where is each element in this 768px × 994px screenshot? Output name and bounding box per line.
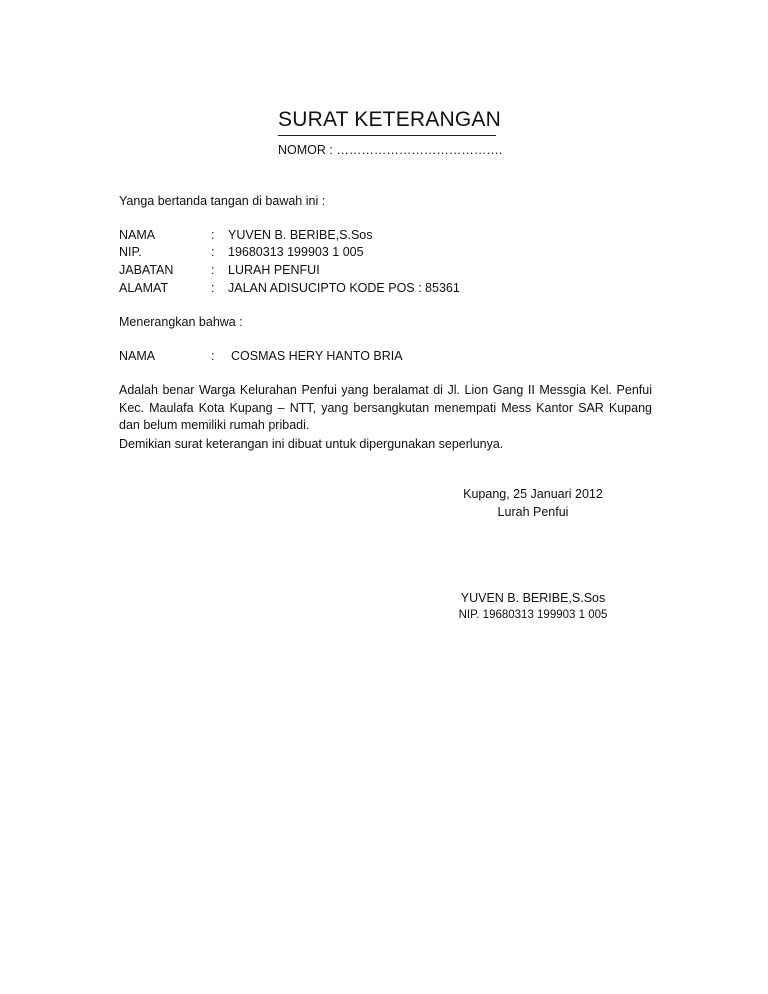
signature-nip: NIP. 19680313 199903 1 005	[458, 609, 608, 621]
signer-name-label: NAMA	[119, 228, 156, 242]
document-number: NOMOR : ………………………………….	[278, 143, 503, 157]
signature-place-date: Kupang, 25 Januari 2012	[463, 487, 603, 501]
intro-text: Yanga bertanda tangan di bawah ini :	[119, 194, 326, 208]
signer-address-colon: :	[211, 281, 215, 295]
signer-nip-value: 19680313 199903 1 005	[228, 245, 364, 259]
signer-name-value: YUVEN B. BERIBE,S.Sos	[228, 228, 373, 242]
signer-nip-label: NIP.	[119, 245, 142, 259]
statement-intro: Menerangkan bahwa :	[119, 315, 243, 329]
signer-address-label: ALAMAT	[119, 281, 169, 295]
subject-name-value: COSMAS HERY HANTO BRIA	[231, 349, 403, 363]
signer-position-label: JABATAN	[119, 263, 174, 277]
closing-statement: Demikian surat keterangan ini dibuat untuk dipergunakan seperlunya.	[119, 437, 504, 451]
title-underline	[278, 135, 496, 136]
subject-name-colon: :	[211, 349, 215, 363]
body-paragraph	[119, 382, 652, 435]
signature-role: Lurah Penfui	[497, 505, 569, 519]
signer-nip-colon: :	[211, 245, 215, 259]
subject-name-label: NAMA	[119, 349, 156, 363]
signature-name: YUVEN B. BERIBE,S.Sos	[460, 591, 606, 605]
signer-position-value: LURAH PENFUI	[228, 263, 320, 277]
body-line: Adalah benar Warga Kelurahan Penfui yang beralamat di Jl. Lion Gang II Messgia Kel. Penfui	[119, 383, 652, 397]
body-line: dan belum memiliki rumah pribadi.	[119, 418, 310, 432]
document-title: SURAT KETERANGAN	[278, 108, 501, 131]
signer-name-colon: :	[211, 228, 215, 242]
signer-position-colon: :	[211, 263, 215, 277]
signer-address-value: JALAN ADISUCIPTO KODE POS : 85361	[228, 281, 460, 295]
body-line: Kec. Maulafa Kota Kupang – NTT, yang bersangkutan menempati Mess Kantor SAR Kupang	[119, 400, 652, 415]
